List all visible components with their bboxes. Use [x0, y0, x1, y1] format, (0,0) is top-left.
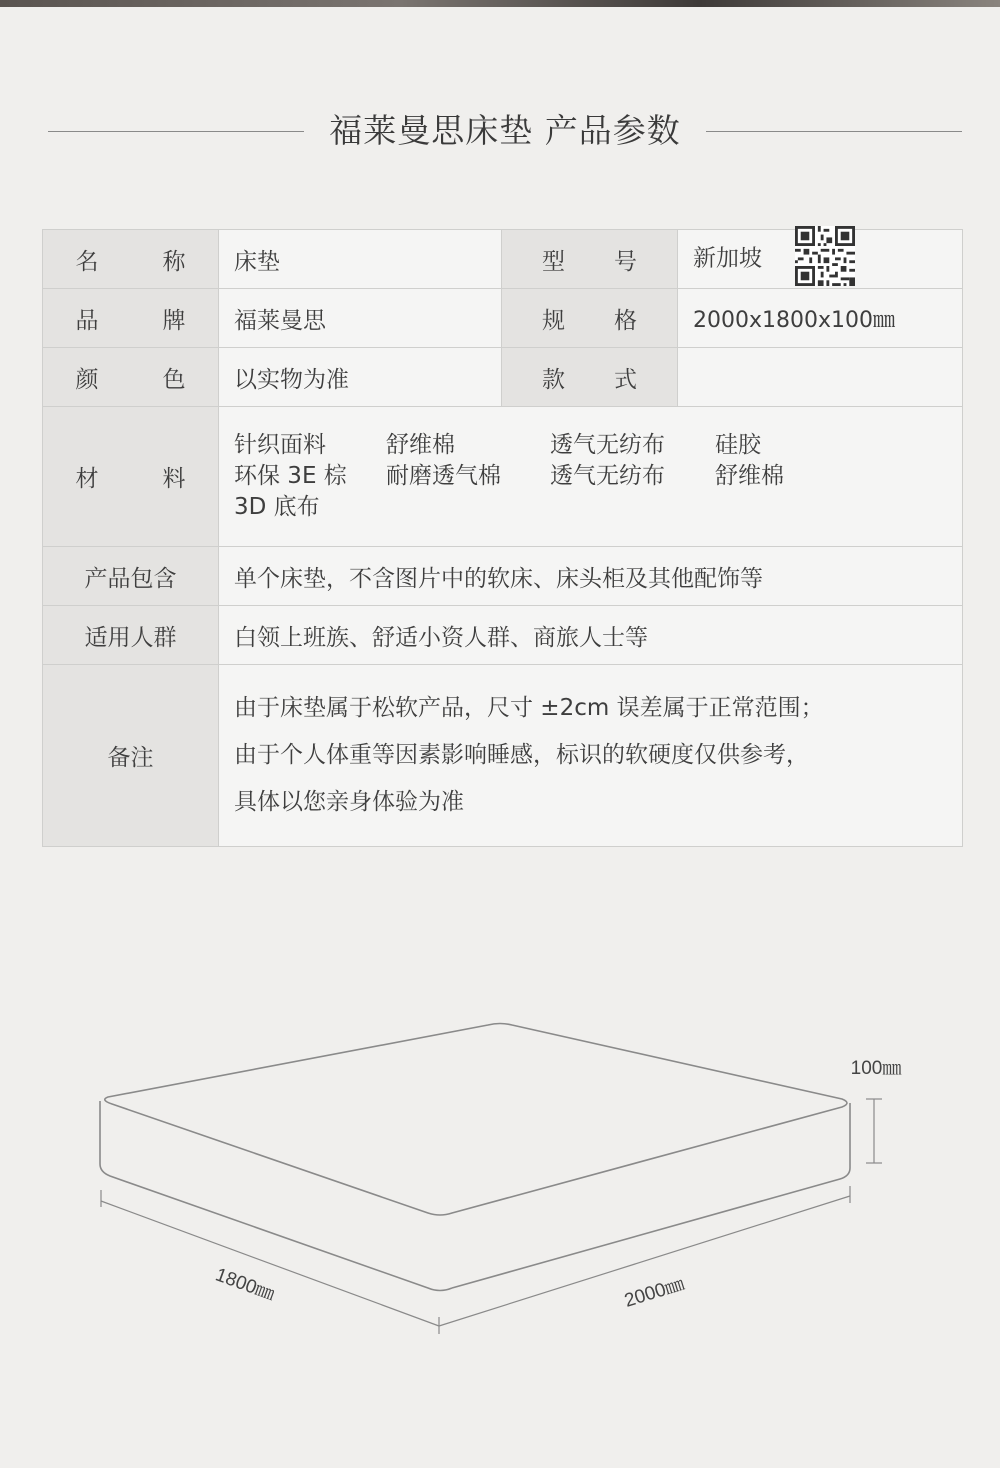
spec-table [42, 229, 963, 847]
mattress-right-side [452, 1103, 850, 1288]
brand-label: 品牌 [75, 307, 186, 334]
note-line: 具体以您亲身体验为准 [234, 789, 464, 815]
package-label: 产品包含 [43, 547, 219, 606]
material-item: 3D 底布 [234, 494, 320, 520]
note-label: 备注 [43, 665, 219, 847]
width-dimension-line [101, 1201, 439, 1326]
material-label: 材料 [75, 466, 186, 492]
material-item: 耐磨透气棉 [386, 463, 501, 489]
table-row [43, 348, 963, 407]
mattress-top-face [105, 1024, 847, 1216]
material-list [234, 430, 962, 523]
page-title: 福莱曼思床垫 产品参数 [329, 111, 681, 150]
model-label-cell [502, 230, 678, 289]
material-item: 透气无纺布 [550, 432, 665, 458]
color-label: 颜色 [75, 366, 186, 393]
mattress-dimension-diagram [0, 1000, 1000, 1380]
audience-label: 适用人群 [43, 606, 219, 665]
brand-label-cell [43, 289, 219, 348]
material-item: 透气无纺布 [550, 463, 665, 489]
model-value: 新加坡 [693, 245, 762, 272]
table-row [43, 606, 963, 665]
size-label: 规格 [542, 307, 637, 334]
size-label-cell [502, 289, 678, 348]
section-heading [48, 108, 962, 154]
model-label: 型号 [542, 248, 637, 275]
top-banner-edge [0, 0, 1000, 7]
style-value [678, 348, 963, 407]
heading-rule-right [706, 131, 962, 132]
name-label-cell [43, 230, 219, 289]
note-line: 由于个人体重等因素影响睡感，标识的软硬度仅供参考， [234, 742, 809, 768]
brand-value: 福莱曼思 [219, 289, 502, 348]
material-item: 舒维棉 [386, 432, 455, 458]
material-item: 针织面料 [234, 432, 326, 458]
table-row [43, 407, 963, 547]
height-label: 100㎜ [850, 1058, 902, 1079]
model-value-cell [678, 230, 963, 289]
style-label: 款式 [542, 366, 637, 393]
table-row [43, 665, 963, 847]
heading-rule-left [48, 131, 304, 132]
color-label-cell [43, 348, 219, 407]
audience-value: 白领上班族、舒适小资人群、商旅人士等 [219, 606, 963, 665]
note-value-cell [219, 665, 963, 847]
name-label: 名称 [75, 248, 186, 275]
table-row [43, 230, 963, 289]
material-item: 环保 3E 棕 [234, 463, 347, 489]
material-value-cell [219, 407, 963, 547]
material-item: 硅胶 [715, 432, 761, 458]
material-item: 舒维棉 [715, 463, 784, 489]
table-row [43, 547, 963, 606]
width-label: 1800㎜ [212, 1264, 278, 1306]
style-label-cell [502, 348, 678, 407]
package-value: 单个床垫，不含图片中的软床、床头柜及其他配饰等 [219, 547, 963, 606]
name-value: 床垫 [219, 230, 502, 289]
material-label-cell [43, 407, 219, 547]
color-value: 以实物为准 [219, 348, 502, 407]
length-label: 2000㎜ [622, 1273, 687, 1312]
qr-code-icon [795, 226, 855, 286]
note-line: 由于床垫属于松软产品，尺寸 ±2cm 误差属于正常范围； [234, 695, 824, 721]
size-value: 2000x1800x100㎜ [678, 289, 963, 348]
table-row [43, 289, 963, 348]
mattress-left-side [100, 1101, 452, 1291]
